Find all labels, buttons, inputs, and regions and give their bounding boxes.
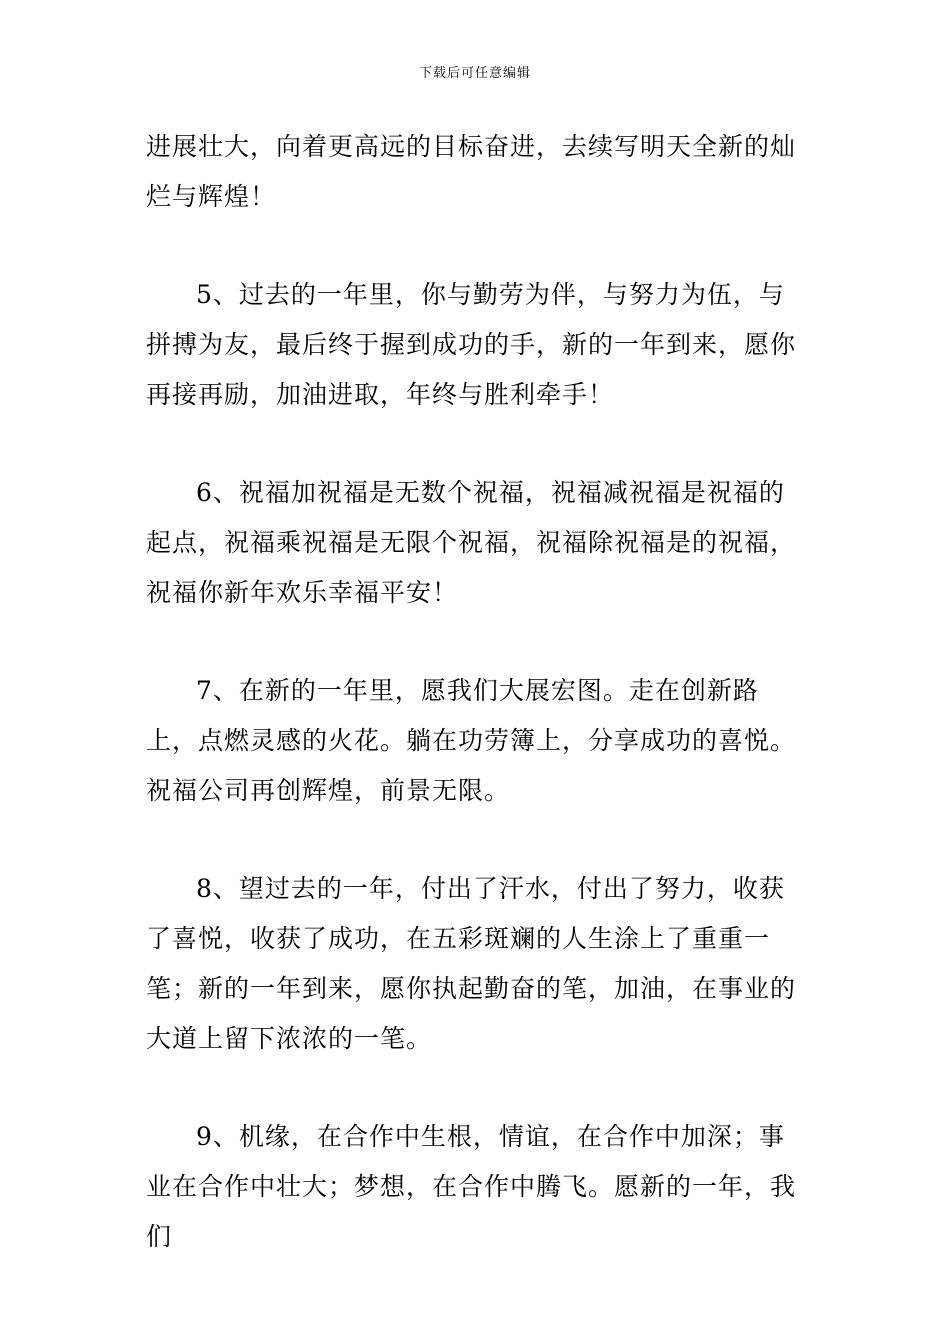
paragraph-item-7: 7、在新的一年里，愿我们大展宏图。走在创新路上，点燃灵感的火花。躺在功劳簿上，分享成功的喜悦。祝福公司再创辉煌，前景无限。 [146,676,797,805]
paragraph-gap [146,1064,806,1112]
header-note: 下载后可任意编辑 [418,66,531,81]
paragraph-item-8: 8、望过去的一年，付出了汗水，付出了努力，收获了喜悦，收获了成功，在五彩斑斓的人生涂上了重重一笔；新的一年到来，愿你执起勤奋的笔，加油，在事业的大道上留下浓浓的一笔。 [146,874,797,1053]
paragraph-gap [146,222,806,270]
paragraph-gap [146,420,806,468]
paragraph-gap [146,816,806,864]
paragraph-item-5: 5、过去的一年里，你与勤劳为伴，与努力为伍，与拼搏为友，最后终于握到成功的手，新的一年到来，愿你再接再励，加油进取，年终与胜利牵手！ [146,280,797,409]
paragraph-gap [146,618,806,666]
paragraph-item-9: 9、机缘，在合作中生根，情谊，在合作中加深；事业在合作中壮大；梦想，在合作中腾飞。愿新的一年，我们 [146,1122,797,1251]
paragraph-item-6: 6、祝福加祝福是无数个祝福，祝福减祝福是祝福的起点，祝福乘祝福是无限个祝福，祝福除祝福是的祝福，祝福你新年欢乐幸福平安！ [146,478,797,607]
document-body [146,122,806,1262]
paragraph-continuation: 进展壮大，向着更高远的目标奋进，去续写明天全新的灿烂与辉煌！ [146,132,797,211]
